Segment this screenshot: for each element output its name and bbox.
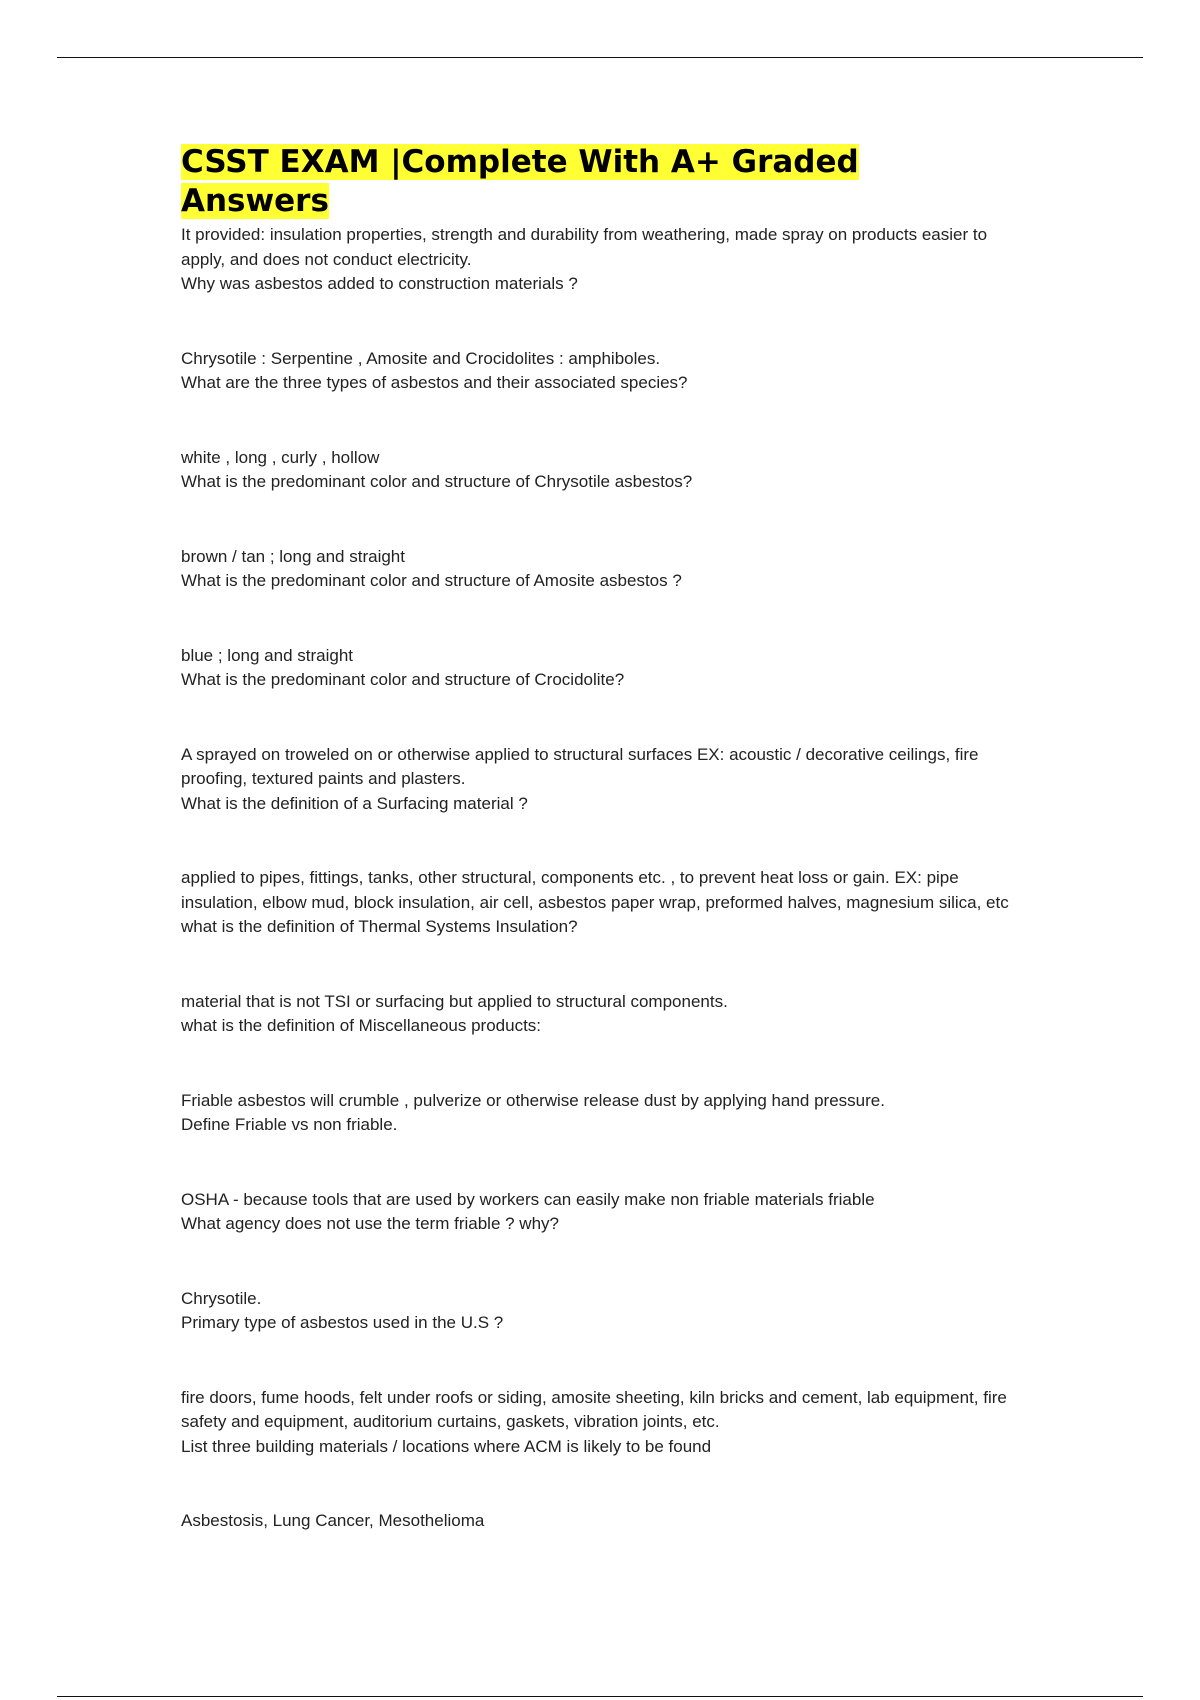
document-title: [181, 143, 1011, 221]
answer-text: fire doors, fume hoods, felt under roofs or siding, amosite sheeting, kiln bricks and cement, lab equipment, fire safety and equipment, auditorium curtains, gaskets, vibration joints, etc.: [181, 1387, 1007, 1431]
answer-text: Asbestosis, Lung Cancer, Mesothelioma: [181, 1511, 485, 1530]
question-text: What agency does not use the term friable ? why?: [181, 1214, 559, 1233]
qa-item: [181, 223, 1011, 297]
qa-item: [181, 1386, 1011, 1460]
question-text: What is the predominant color and structure of Amosite asbestos ?: [181, 571, 682, 590]
question-text: What is the definition of a Surfacing material ?: [181, 793, 528, 813]
question-text: List three building materials / locations where ACM is likely to be found: [181, 1436, 712, 1456]
title-highlight: CSST EXAM |Complete With A+ Graded Answers: [181, 144, 859, 219]
answer-text: Chrysotile : Serpentine , Amosite and Crocidolites : amphiboles.: [181, 348, 661, 368]
answer-text: Friable asbestos will crumble , pulverize or otherwise release dust by applying hand pressure.: [181, 1090, 885, 1110]
qa-item: [181, 1287, 1011, 1336]
question-text: what is the definition of Miscellaneous products:: [181, 1016, 542, 1035]
answer-text: applied to pipes, fittings, tanks, other structural, components etc. , to prevent heat loss or gain. EX: pipe insulation, elbow mud, block insulation, air cell, asbestos paper wrap, preformed halves, magnesium silica, etc: [181, 868, 1009, 912]
question-text: What is the predominant color and structure of Crocidolite?: [181, 670, 625, 689]
qa-item: [181, 644, 1011, 693]
qa-item: [181, 1188, 1011, 1237]
question-text: What is the predominant color and structure of Chrysotile asbestos?: [181, 472, 693, 491]
answer-text: OSHA - because tools that are used by workers can easily make non friable materials friable: [181, 1189, 875, 1209]
footer-rule: [57, 1696, 1143, 1697]
question-text: Primary type of asbestos used in the U.S ?: [181, 1313, 504, 1332]
question-text: what is the definition of Thermal Systems Insulation?: [181, 917, 578, 936]
answer-text: blue ; long and straight: [181, 645, 354, 665]
qa-item: [181, 347, 1011, 396]
question-text: Define Friable vs non friable.: [181, 1115, 398, 1134]
answer-text: white , long , curly , hollow: [181, 447, 380, 467]
answer-text: brown / tan ; long and straight: [181, 546, 405, 566]
question-text: What are the three types of asbestos and their associated species?: [181, 373, 688, 392]
answer-text: It provided: insulation properties, strength and durability from weathering, made spray on products easier to apply, and does not conduct electricity.: [181, 225, 988, 269]
qa-item: [181, 545, 1011, 594]
answer-text: Chrysotile.: [181, 1288, 262, 1308]
qa-item: [181, 990, 1011, 1039]
qa-item: [181, 1509, 1011, 1534]
qa-item: [181, 743, 1011, 817]
document-body: [181, 143, 1011, 1584]
question-text: Why was asbestos added to construction materials ?: [181, 274, 578, 293]
qa-item: [181, 446, 1011, 495]
answer-text: A sprayed on troweled on or otherwise applied to structural surfaces EX: acoustic / decorative ceilings, fire proofing, textured paints and plasters.: [181, 744, 979, 788]
answer-text: material that is not TSI or surfacing but applied to structural components.: [181, 991, 728, 1011]
qa-item: [181, 1089, 1011, 1138]
qa-item: [181, 866, 1011, 940]
header-rule: [57, 57, 1143, 58]
